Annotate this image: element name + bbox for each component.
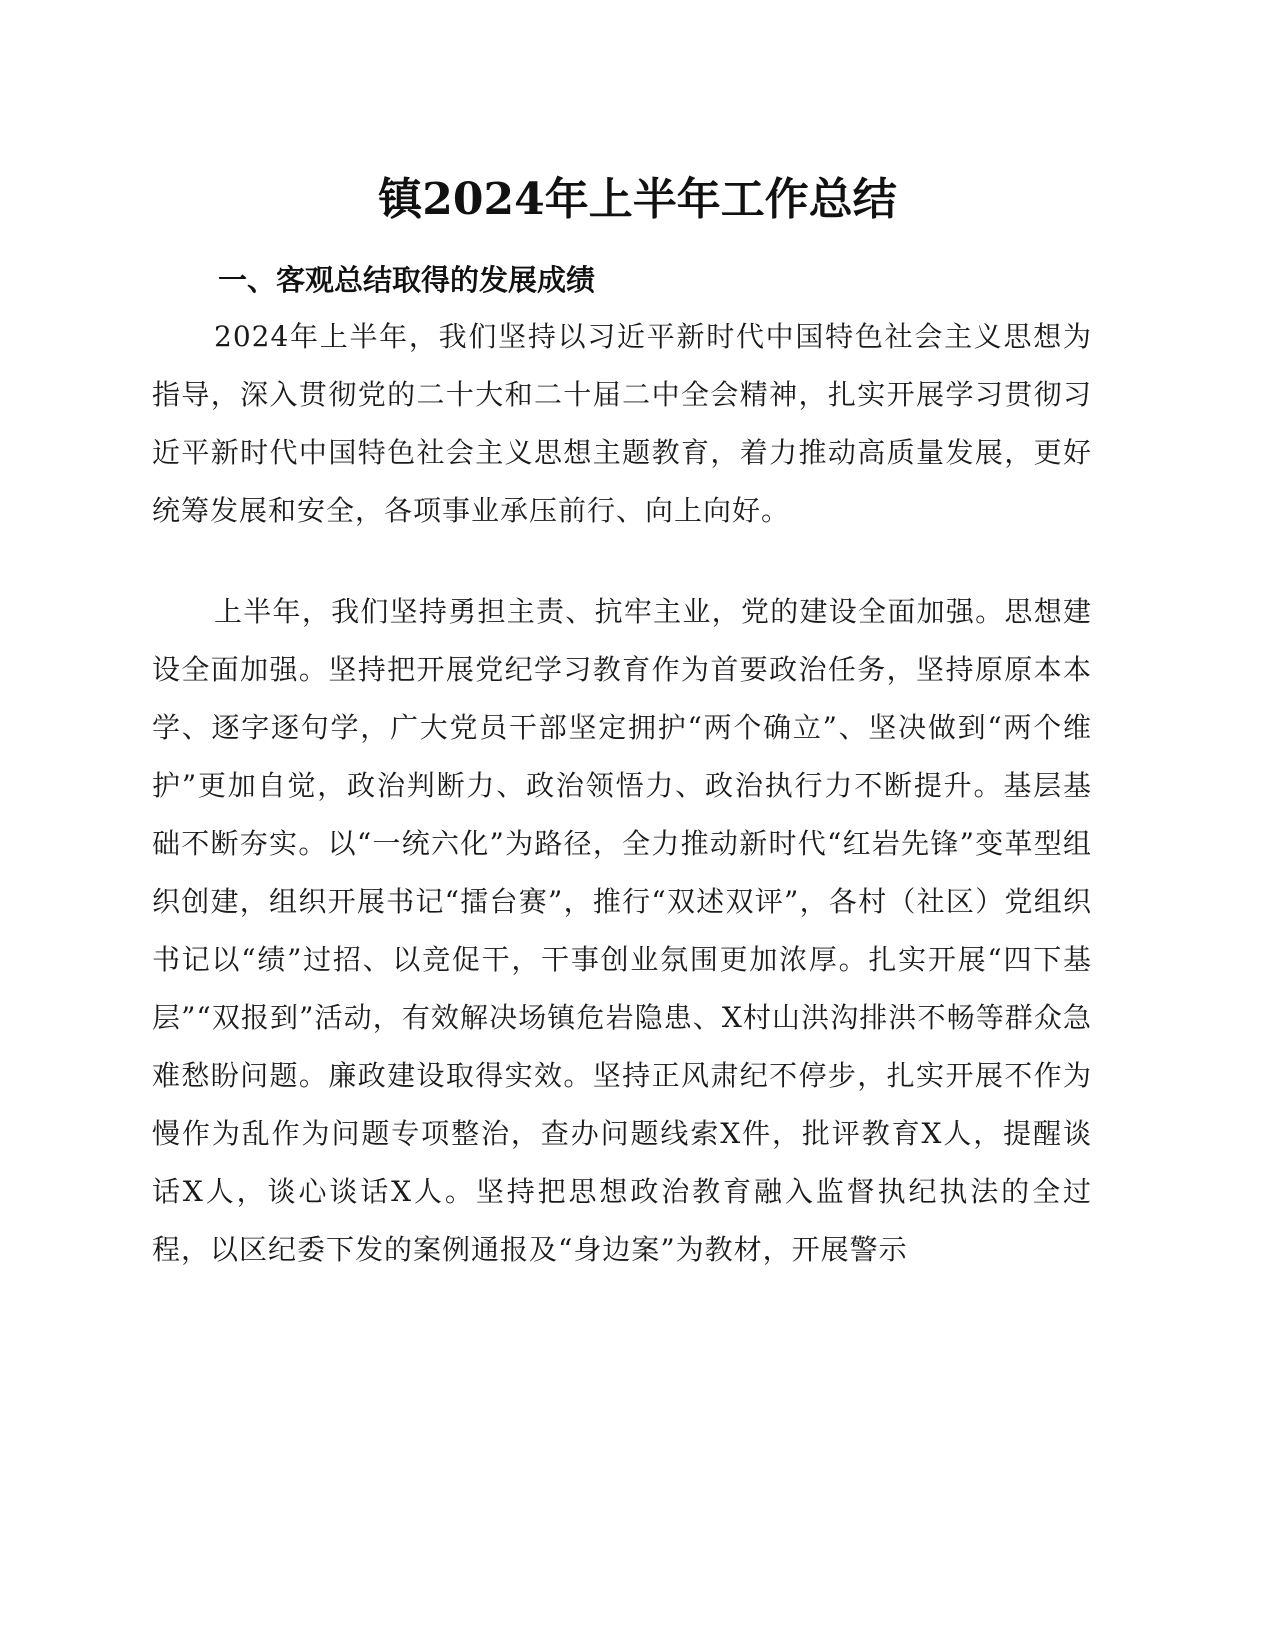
body-paragraph-2: 上半年，我们坚持勇担主责、抗牢主业，党的建设全面加强。思想建设全面加强。坚持把开展党纪学习教育作为首要政治任务，坚持原原本本学、逐字逐句学，广大党员干部坚定拥护“两个确立”、坚决做到“两个维护”更加自觉，政治判断力、政治领悟力、政治执行力不断提升。基层基础不断夯实。以“一统六化”为路径，全力推动新时代“红岩先锋”变革型组织创建，组织开展书记“擂台赛”，推行“双述双评”，各村（社区）党组织书记以“绩”过招、以竞促干，干事创业氛围更加浓厚。扎实开展“四下基层”“双报到”活动，有效解决场镇危岩隐患、X村山洪沟排洪不畅等群众急难愁盼问题。廉政建设取得实效。坚持正风肃纪不停步，扎实开展不作为慢作为乱作为问题专项整治，查办问题线索X件，批评教育X人，提醒谈话X人，谈心谈话X人。坚持把思想政治教育融入监督执纪执法的全过程，以区纪委下发的案例通报及“身边案”为教材，开展警示 [152,595,1092,1266]
body-paragraph-1: 2024年上半年，我们坚持以习近平新时代中国特色社会主义思想为指导，深入贯彻党的二十大和二十届二中全会精神，扎实开展学习贯彻习近平新时代中国特色社会主义思想主题教育，着力推动高质量发展，更好统筹发展和安全，各项事业承压前行、向上向好。 [152,320,1092,527]
section-heading: 一、客观总结取得的发展成绩 [218,263,596,297]
document-title: 镇2024年上半年工作总结 [378,174,897,225]
